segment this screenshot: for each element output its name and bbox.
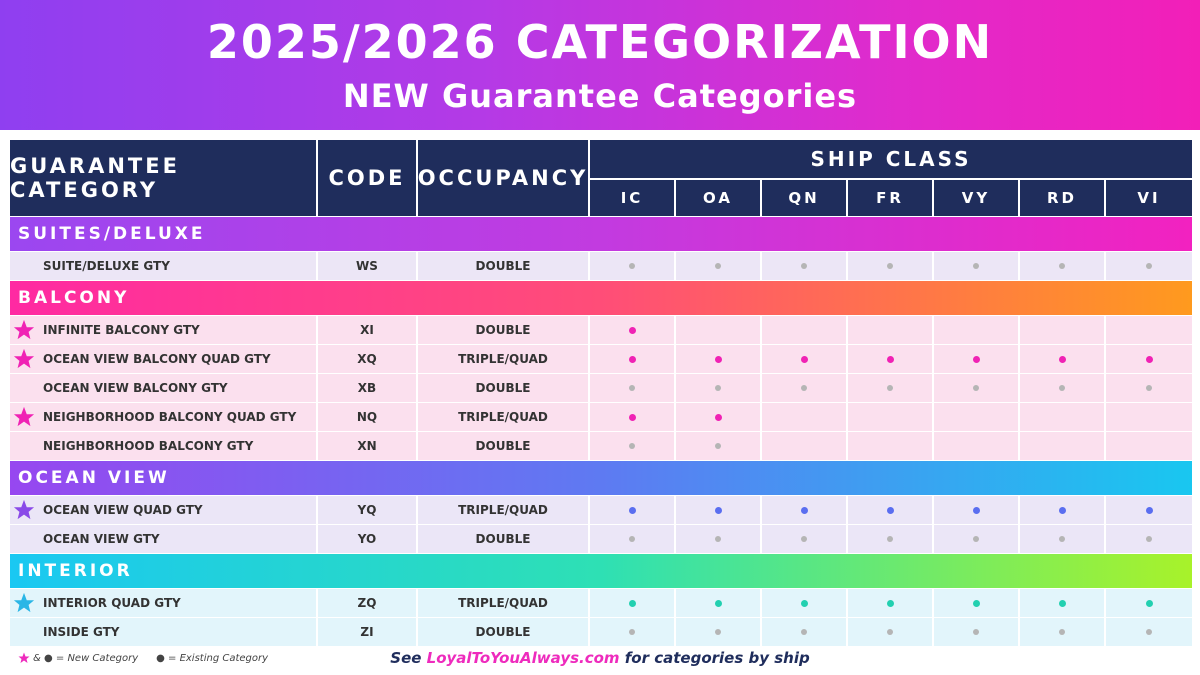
- existing-category-dot: [973, 629, 979, 635]
- new-category-dot: [1146, 600, 1153, 607]
- category-cell: [10, 316, 316, 344]
- ship-class-header-oa: OA: [676, 180, 760, 216]
- new-category-dot: [801, 600, 808, 607]
- categories-table: [10, 140, 1192, 646]
- code-cell: NQ: [318, 403, 416, 431]
- legend-new-label: & ● = New Category: [33, 652, 139, 664]
- category-cell: [10, 252, 316, 280]
- occupancy-cell: DOUBLE: [418, 316, 588, 344]
- footnote-suffix: for categories by ship: [619, 649, 810, 667]
- column-header-ship-class: SHIP CLASS: [590, 140, 1192, 178]
- new-category-dot: [629, 414, 636, 421]
- availability-cell-vy: [934, 345, 1018, 373]
- availability-cell-oa: [676, 403, 760, 431]
- new-category-dot: [801, 356, 808, 363]
- availability-cell-vy: [934, 316, 1018, 344]
- availability-cell-qn: [762, 618, 846, 646]
- category-label: OCEAN VIEW BALCONY QUAD GTY: [43, 352, 271, 366]
- existing-category-dot: [1059, 385, 1065, 391]
- category-label: NEIGHBORHOOD BALCONY GTY: [43, 439, 254, 453]
- availability-cell-fr: [848, 374, 932, 402]
- availability-cell-fr: [848, 525, 932, 553]
- table-header: [10, 140, 1192, 216]
- new-category-dot: [1059, 356, 1066, 363]
- column-header-category: GUARANTEE CATEGORY: [10, 140, 316, 216]
- availability-cell-fr: [848, 618, 932, 646]
- new-category-dot: [973, 356, 980, 363]
- availability-cell-fr: [848, 252, 932, 280]
- availability-cell-vy: [934, 374, 1018, 402]
- availability-cell-fr: [848, 403, 932, 431]
- new-category-dot: [973, 600, 980, 607]
- ship-class-header-vi: VI: [1106, 180, 1192, 216]
- occupancy-cell: DOUBLE: [418, 374, 588, 402]
- code-cell: YO: [318, 525, 416, 553]
- availability-cell-ic: [590, 618, 674, 646]
- table-row: [10, 496, 1192, 524]
- availability-cell-vy: [934, 252, 1018, 280]
- availability-cell-fr: [848, 432, 932, 460]
- occupancy-cell: TRIPLE/QUAD: [418, 589, 588, 617]
- availability-cell-fr: [848, 316, 932, 344]
- new-category-dot: [887, 507, 894, 514]
- code-cell: XN: [318, 432, 416, 460]
- existing-category-dot: [1146, 536, 1152, 542]
- availability-cell-qn: [762, 525, 846, 553]
- legend-existing-label: ● = Existing Category: [156, 652, 269, 664]
- table-row: [10, 403, 1192, 431]
- availability-cell-vy: [934, 496, 1018, 524]
- availability-cell-ic: [590, 252, 674, 280]
- occupancy-cell: DOUBLE: [418, 618, 588, 646]
- new-category-dot: [887, 356, 894, 363]
- availability-cell-oa: [676, 618, 760, 646]
- availability-cell-ic: [590, 345, 674, 373]
- availability-cell-ic: [590, 316, 674, 344]
- availability-cell-vi: [1106, 374, 1192, 402]
- ship-class-header-qn: QN: [762, 180, 846, 216]
- availability-cell-fr: [848, 496, 932, 524]
- star-icon: [13, 319, 35, 341]
- existing-category-dot: [973, 263, 979, 269]
- availability-cell-qn: [762, 374, 846, 402]
- table-row: [10, 252, 1192, 280]
- availability-cell-rd: [1020, 496, 1104, 524]
- section-header-suites: SUITES/DELUXE: [10, 217, 1192, 251]
- availability-cell-ic: [590, 432, 674, 460]
- existing-category-dot: [973, 385, 979, 391]
- availability-cell-rd: [1020, 252, 1104, 280]
- availability-cell-vy: [934, 589, 1018, 617]
- table-body: [10, 217, 1192, 646]
- page-title: 2025/2026 CATEGORIZATION: [206, 15, 994, 69]
- ship-class-header-rd: RD: [1020, 180, 1104, 216]
- code-cell: XQ: [318, 345, 416, 373]
- new-category-dot: [1059, 600, 1066, 607]
- availability-cell-vy: [934, 403, 1018, 431]
- availability-cell-vy: [934, 525, 1018, 553]
- star-icon: [13, 592, 35, 614]
- existing-category-dot: [801, 263, 807, 269]
- footer: [0, 648, 1200, 672]
- category-label: OCEAN VIEW QUAD GTY: [43, 503, 203, 517]
- occupancy-cell: DOUBLE: [418, 252, 588, 280]
- existing-category-dot: [801, 536, 807, 542]
- ship-class-header-fr: FR: [848, 180, 932, 216]
- new-category-dot: [715, 414, 722, 421]
- code-cell: ZI: [318, 618, 416, 646]
- section-header-ocean: OCEAN VIEW: [10, 461, 1192, 495]
- existing-category-dot: [715, 385, 721, 391]
- existing-category-dot: [801, 385, 807, 391]
- availability-cell-ic: [590, 525, 674, 553]
- availability-cell-oa: [676, 316, 760, 344]
- availability-cell-qn: [762, 403, 846, 431]
- new-category-dot: [887, 600, 894, 607]
- availability-cell-vi: [1106, 618, 1192, 646]
- availability-cell-qn: [762, 589, 846, 617]
- availability-cell-vi: [1106, 316, 1192, 344]
- existing-category-dot: [1059, 263, 1065, 269]
- availability-cell-oa: [676, 589, 760, 617]
- occupancy-cell: TRIPLE/QUAD: [418, 496, 588, 524]
- occupancy-cell: DOUBLE: [418, 432, 588, 460]
- new-category-dot: [629, 356, 636, 363]
- existing-category-dot: [887, 263, 893, 269]
- existing-category-dot: [629, 263, 635, 269]
- occupancy-cell: TRIPLE/QUAD: [418, 403, 588, 431]
- new-category-dot: [715, 507, 722, 514]
- availability-cell-rd: [1020, 525, 1104, 553]
- availability-cell-qn: [762, 432, 846, 460]
- availability-cell-ic: [590, 403, 674, 431]
- category-label: INFINITE BALCONY GTY: [43, 323, 200, 337]
- website-link[interactable]: LoyalToYouAlways.com: [426, 649, 620, 667]
- availability-cell-oa: [676, 345, 760, 373]
- existing-category-dot: [1146, 385, 1152, 391]
- ship-class-header-vy: VY: [934, 180, 1018, 216]
- new-category-dot: [629, 327, 636, 334]
- availability-cell-qn: [762, 252, 846, 280]
- star-icon: [13, 348, 35, 370]
- category-cell: [10, 525, 316, 553]
- availability-cell-oa: [676, 496, 760, 524]
- title-banner: [0, 0, 1200, 130]
- availability-cell-oa: [676, 525, 760, 553]
- availability-cell-oa: [676, 432, 760, 460]
- category-label: SUITE/DELUXE GTY: [43, 259, 170, 273]
- table-row: [10, 525, 1192, 553]
- footnote: [0, 649, 1200, 667]
- category-label: OCEAN VIEW GTY: [43, 532, 160, 546]
- new-category-dot: [1146, 356, 1153, 363]
- availability-cell-vy: [934, 432, 1018, 460]
- availability-cell-vi: [1106, 252, 1192, 280]
- occupancy-cell: DOUBLE: [418, 525, 588, 553]
- existing-category-dot: [715, 443, 721, 449]
- existing-category-dot: [887, 536, 893, 542]
- new-category-dot: [715, 600, 722, 607]
- availability-cell-ic: [590, 496, 674, 524]
- code-cell: WS: [318, 252, 416, 280]
- availability-cell-vy: [934, 618, 1018, 646]
- availability-cell-vi: [1106, 525, 1192, 553]
- existing-category-dot: [973, 536, 979, 542]
- footnote-prefix: See: [390, 649, 427, 667]
- availability-cell-rd: [1020, 618, 1104, 646]
- availability-cell-qn: [762, 345, 846, 373]
- table-row: [10, 374, 1192, 402]
- table-row: [10, 618, 1192, 646]
- column-header-occupancy: OCCUPANCY: [418, 140, 588, 216]
- column-header-code: CODE: [318, 140, 416, 216]
- existing-category-dot: [1146, 263, 1152, 269]
- section-header-balcony: BALCONY: [10, 281, 1192, 315]
- existing-category-dot: [1146, 629, 1152, 635]
- existing-category-dot: [715, 536, 721, 542]
- availability-cell-rd: [1020, 345, 1104, 373]
- code-cell: ZQ: [318, 589, 416, 617]
- new-category-dot: [629, 507, 636, 514]
- category-cell: [10, 345, 316, 373]
- table-row: [10, 432, 1192, 460]
- table-row: [10, 345, 1192, 373]
- section-header-interior: INTERIOR: [10, 554, 1192, 588]
- category-cell: [10, 496, 316, 524]
- availability-cell-vi: [1106, 345, 1192, 373]
- code-cell: XB: [318, 374, 416, 402]
- availability-cell-ic: [590, 589, 674, 617]
- new-category-dot: [973, 507, 980, 514]
- existing-category-dot: [887, 385, 893, 391]
- category-cell: [10, 618, 316, 646]
- existing-category-dot: [629, 385, 635, 391]
- existing-category-dot: [715, 263, 721, 269]
- category-cell: [10, 403, 316, 431]
- star-icon: [13, 406, 35, 428]
- new-category-dot: [1146, 507, 1153, 514]
- availability-cell-fr: [848, 345, 932, 373]
- existing-category-dot: [629, 443, 635, 449]
- table-row: [10, 589, 1192, 617]
- category-label: INTERIOR QUAD GTY: [43, 596, 181, 610]
- new-category-dot: [801, 507, 808, 514]
- availability-cell-rd: [1020, 374, 1104, 402]
- availability-cell-qn: [762, 316, 846, 344]
- existing-category-dot: [1059, 629, 1065, 635]
- availability-cell-vi: [1106, 589, 1192, 617]
- availability-cell-oa: [676, 374, 760, 402]
- availability-cell-rd: [1020, 316, 1104, 344]
- new-category-dot: [715, 356, 722, 363]
- category-cell: [10, 432, 316, 460]
- availability-cell-vi: [1106, 496, 1192, 524]
- ship-class-header-ic: IC: [590, 180, 674, 216]
- category-cell: [10, 374, 316, 402]
- category-cell: [10, 589, 316, 617]
- code-cell: XI: [318, 316, 416, 344]
- new-category-dot: [1059, 507, 1066, 514]
- existing-category-dot: [629, 629, 635, 635]
- table-row: [10, 316, 1192, 344]
- new-category-dot: [629, 600, 636, 607]
- category-label: OCEAN VIEW BALCONY GTY: [43, 381, 228, 395]
- availability-cell-rd: [1020, 589, 1104, 617]
- existing-category-dot: [1059, 536, 1065, 542]
- availability-cell-vi: [1106, 432, 1192, 460]
- availability-cell-qn: [762, 496, 846, 524]
- category-label: INSIDE GTY: [43, 625, 120, 639]
- availability-cell-ic: [590, 374, 674, 402]
- star-icon: [13, 499, 35, 521]
- availability-cell-rd: [1020, 403, 1104, 431]
- existing-category-dot: [887, 629, 893, 635]
- existing-category-dot: [801, 629, 807, 635]
- code-cell: YQ: [318, 496, 416, 524]
- existing-category-dot: [629, 536, 635, 542]
- category-label: NEIGHBORHOOD BALCONY QUAD GTY: [43, 410, 297, 424]
- availability-cell-vi: [1106, 403, 1192, 431]
- availability-cell-fr: [848, 589, 932, 617]
- availability-cell-rd: [1020, 432, 1104, 460]
- existing-category-dot: [715, 629, 721, 635]
- occupancy-cell: TRIPLE/QUAD: [418, 345, 588, 373]
- page-subtitle: NEW Guarantee Categories: [342, 77, 858, 115]
- availability-cell-oa: [676, 252, 760, 280]
